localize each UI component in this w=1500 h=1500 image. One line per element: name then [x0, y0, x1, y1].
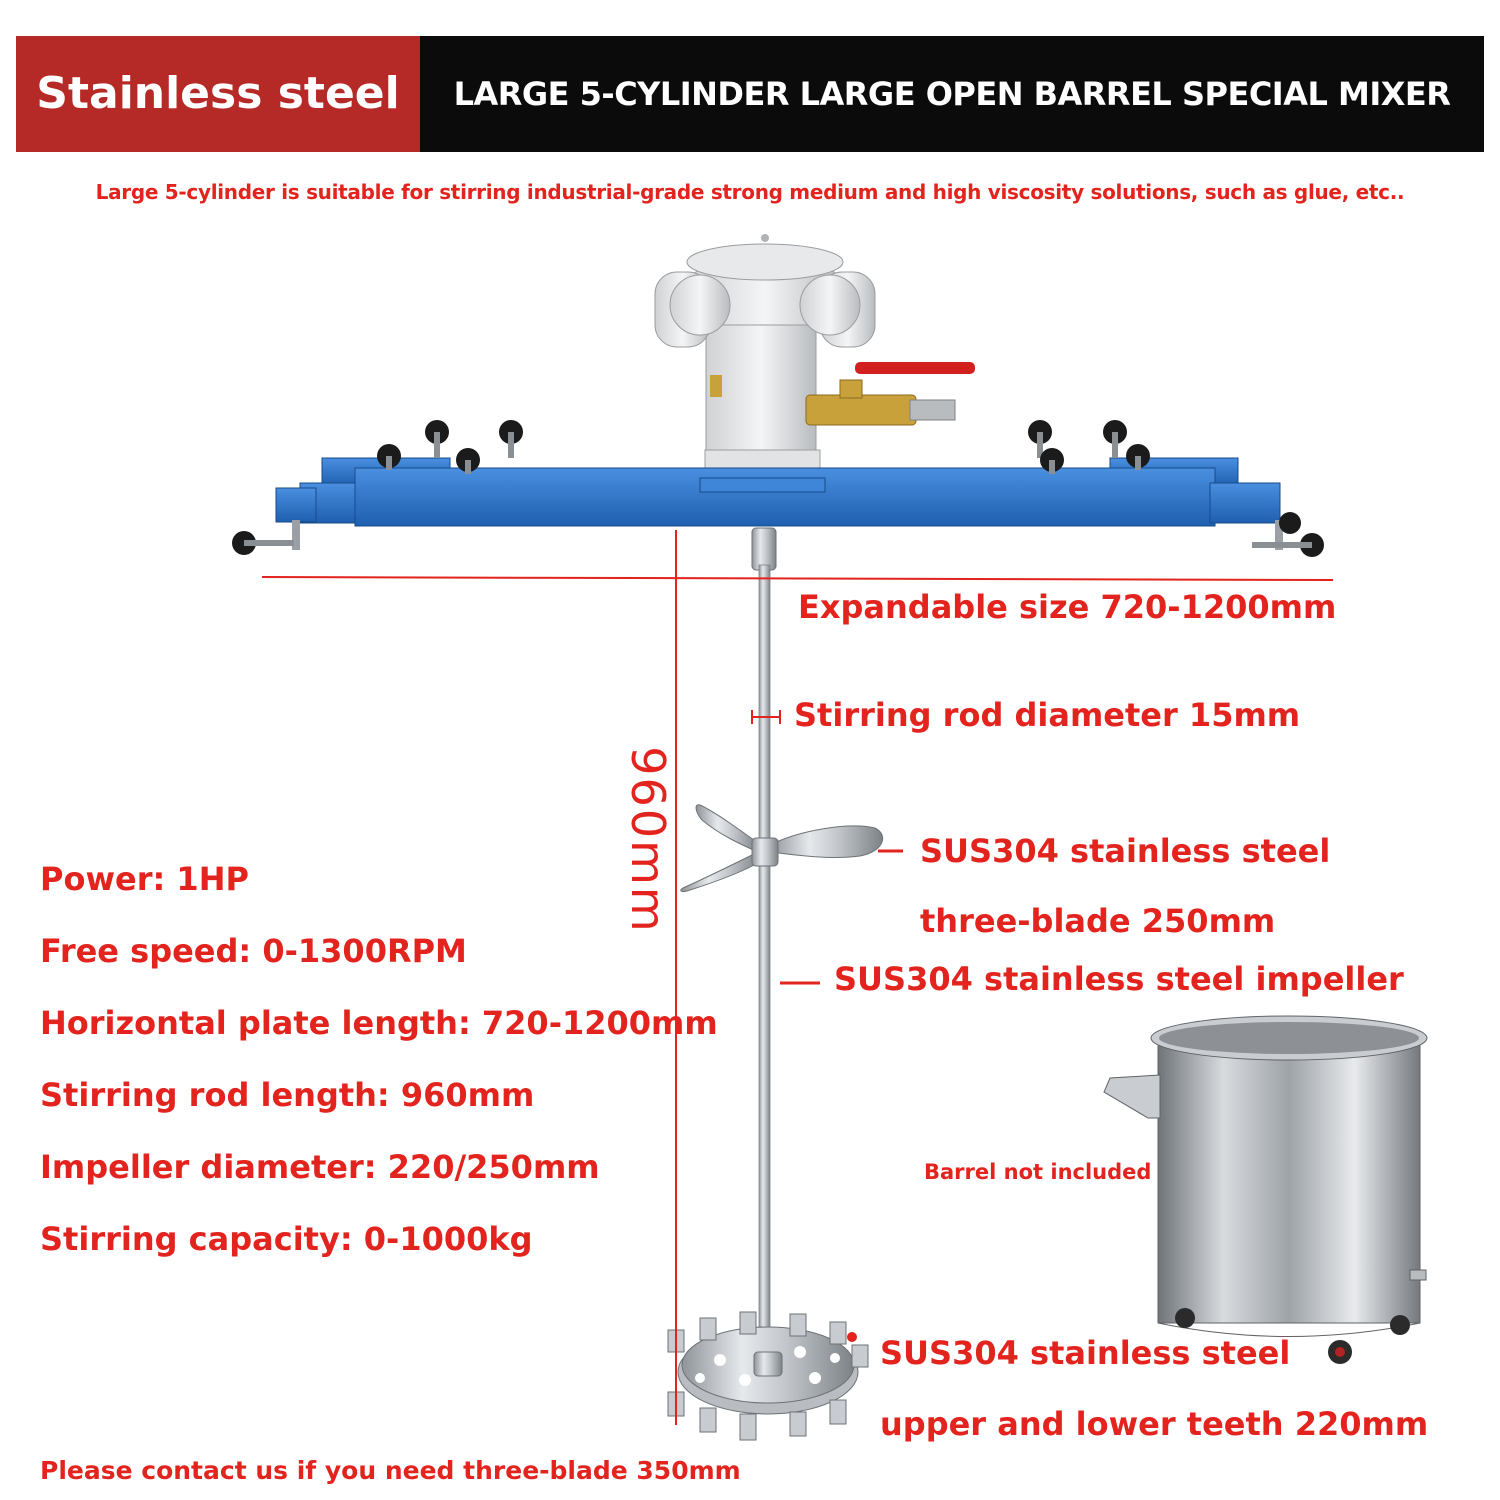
- teeth-callout-line2: upper and lower teeth 220mm: [880, 1405, 1429, 1443]
- spec-power: Power: 1HP: [40, 860, 249, 898]
- barrel: [1104, 1016, 1427, 1364]
- blade-callout-line1: SUS304 stainless steel: [920, 832, 1331, 870]
- stirring-rod: [752, 528, 776, 1365]
- spec-impeller-diameter: Impeller diameter: 220/250mm: [40, 1148, 600, 1186]
- spec-free-speed: Free speed: 0-1300RPM: [40, 932, 467, 970]
- blade-callout-line2: three-blade 250mm: [920, 902, 1276, 940]
- teeth-callout-dot: [847, 1332, 857, 1342]
- air-motor: [655, 234, 875, 485]
- spec-capacity: Stirring capacity: 0-1000kg: [40, 1220, 533, 1258]
- rod-diameter-callout: Stirring rod diameter 15mm: [794, 696, 1301, 734]
- rod-length-dimension: 960mm: [621, 746, 675, 934]
- footer-note: Please contact us if you need three-blade 350mm: [40, 1456, 741, 1485]
- horizontal-frame: [276, 458, 1283, 550]
- expandable-size-callout: Expandable size 720-1200mm: [798, 588, 1337, 626]
- three-blade-propeller: [681, 805, 883, 892]
- spec-plate-length: Horizontal plate length: 720-1200mm: [40, 1004, 718, 1042]
- impeller-callout: SUS304 stainless steel impeller: [834, 960, 1404, 998]
- spec-rod-length: Stirring rod length: 960mm: [40, 1076, 535, 1114]
- teeth-callout-line1: SUS304 stainless steel: [880, 1334, 1291, 1372]
- barrel-not-included-note: Barrel not included: [924, 1160, 1152, 1184]
- toothed-disc: [668, 1312, 868, 1440]
- product-title: LARGE 5-CYLINDER LARGE OPEN BARREL SPECIAL MIXER: [453, 75, 1451, 113]
- product-subtitle: Large 5-cylinder is suitable for stirring industrial-grade strong medium and high viscosity solutions, such as glue, etc..: [95, 180, 1405, 204]
- material-label: Stainless steel: [36, 68, 400, 119]
